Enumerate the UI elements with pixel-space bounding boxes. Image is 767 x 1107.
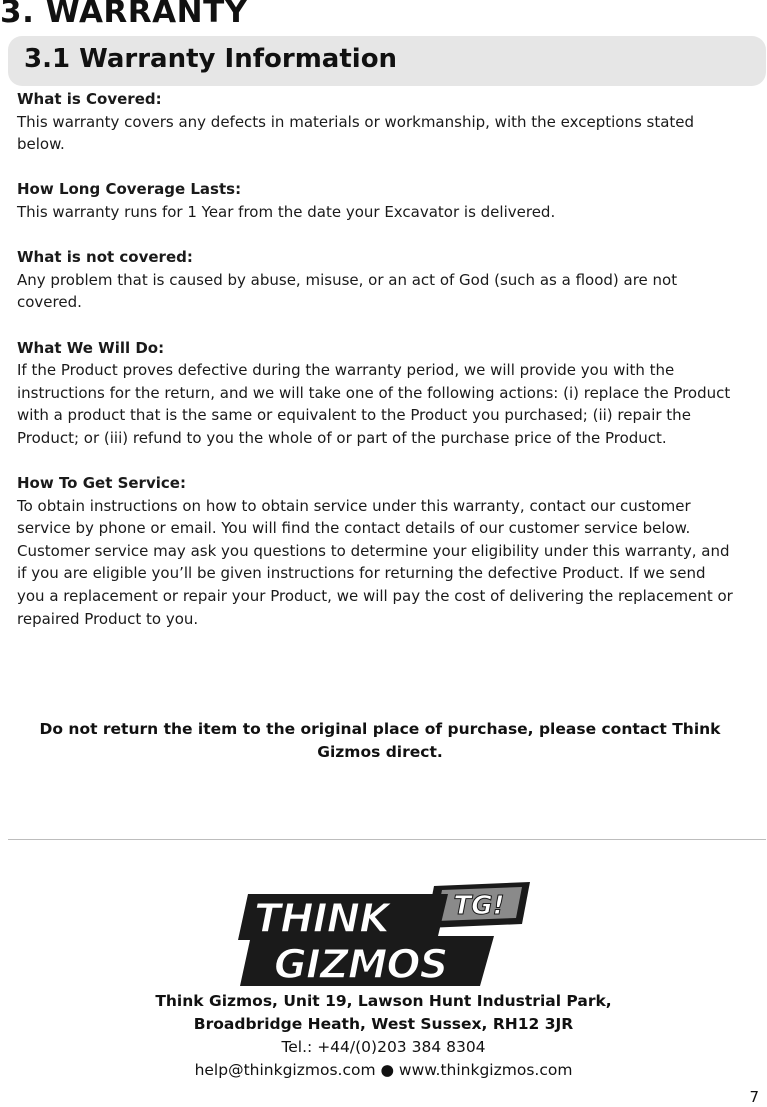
covered-block — [17, 88, 737, 156]
block-heading: How To Get Service: — [17, 474, 186, 493]
think-gizmos-logo-graphic — [238, 880, 534, 988]
web-line: help@thinkgizmos.com ● www.thinkgizmos.com — [194, 1061, 573, 1079]
address-line-2: Broadbridge Heath, West Sussex, RH12 3JR — [193, 1015, 574, 1033]
what-we-do-block — [17, 337, 737, 450]
page-heading: 3. WARRANTY — [0, 0, 248, 30]
block-heading: What is Covered: — [17, 90, 162, 108]
coverage-length-block — [17, 178, 737, 223]
warranty-content — [17, 88, 737, 653]
logo-badge: TG! — [453, 891, 505, 921]
logo-word-gizmos: GIZMOS — [274, 942, 448, 988]
block-heading: What We Will Do: — [17, 338, 165, 357]
phone-line: Tel.: +44/(0)203 384 8304 — [281, 1038, 486, 1056]
address-line-1: Think Gizmos, Unit 19, Lawson Hunt Industrial Park, — [155, 992, 612, 1010]
logo-word-think: THINK — [254, 896, 390, 942]
not-covered-block — [17, 246, 737, 314]
block-heading: How Long Coverage Lasts: — [17, 180, 242, 199]
block-text: If the Product proves defective during the warranty period, we will provide you with the instructions for the return, and we will take one of the following actions: (i) replace the Product with a product that is the same or equivalent to the Product you purchased; (ii) repair the Product; or (iii) refund to you the whole of or part of the purchase price of the Product. — [17, 361, 731, 447]
block-text: This warranty runs for 1 Year from the date your Excavator is delivered. — [17, 202, 556, 221]
get-service-block — [17, 472, 737, 630]
block-text: Any problem that is caused by abuse, misuse, or an act of God (such as a flood) are not covered. — [17, 270, 678, 312]
page-number: 7 — [749, 1088, 759, 1106]
contact-block — [0, 990, 767, 1082]
think-gizmos-logo — [238, 880, 534, 992]
return-notice: Do not return the item to the original place of purchase, please contact Think Gizmos direct. — [39, 720, 721, 761]
section-title-bar — [8, 36, 766, 86]
block-text: This warranty covers any defects in materials or workmanship, with the exceptions stated below. — [17, 112, 695, 154]
block-text: To obtain instructions on how to obtain service under this warranty, contact our customer service by phone or email. You will find the contact details of our customer service below. Customer service may ask you questions to determine your eligibility under this warranty, and if you are eligible you’ll be given instructions for returning the defective Product. If we send you a replacement or repair your Product, we will pay the cost of delivering the replacement or repaired Product to you. — [17, 496, 733, 628]
section-title: 3.1 Warranty Information — [24, 44, 398, 74]
divider — [8, 839, 766, 840]
block-heading: What is not covered: — [17, 248, 193, 267]
